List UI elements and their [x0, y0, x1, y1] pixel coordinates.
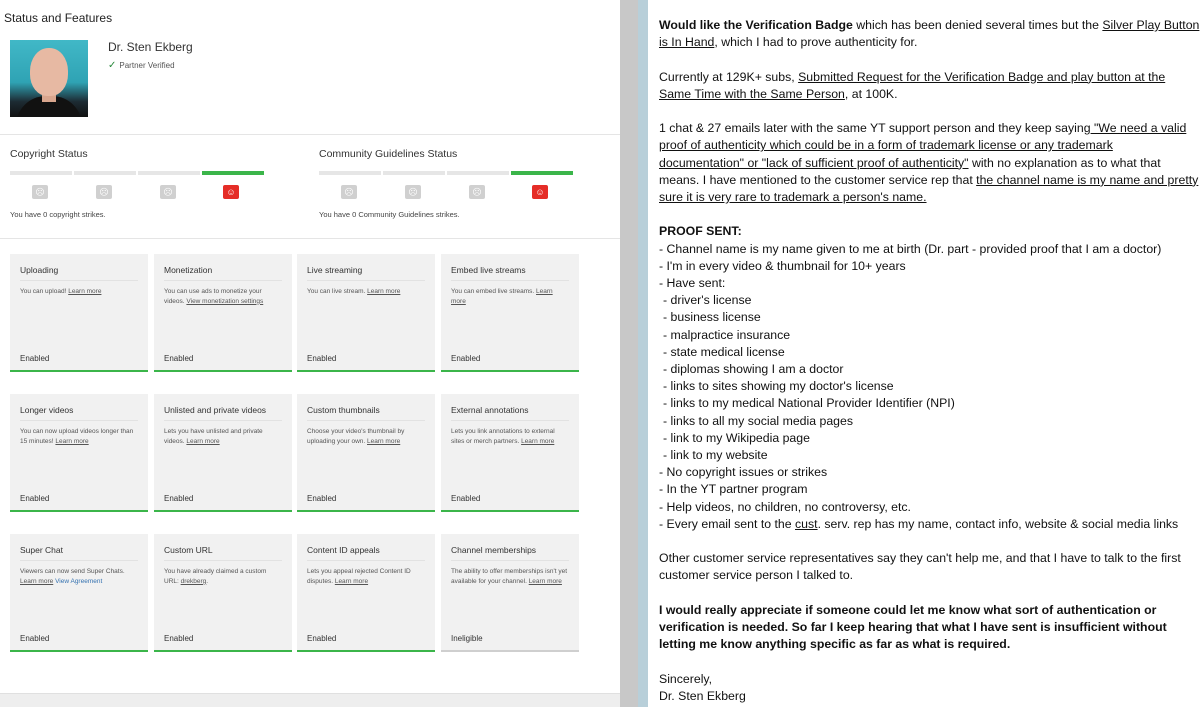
feature-card-state: Enabled [164, 494, 194, 503]
verified-label: Partner Verified [119, 61, 175, 70]
learn-more-link[interactable]: Learn more [367, 288, 401, 295]
feature-card-desc [451, 427, 569, 447]
feature-card-desc [20, 567, 138, 587]
closing: Sincerely, [659, 671, 713, 686]
list-item: - links to my medical National Provider Identifier (NPI) [663, 396, 955, 411]
feature-card-title: Custom URL [164, 545, 282, 561]
list-item: - In the YT partner program [659, 482, 808, 497]
list-item: - link to my website [663, 448, 768, 463]
feature-card-title: Unlisted and private videos [164, 405, 282, 421]
scrollbar[interactable] [620, 0, 648, 707]
feature-card-state: Enabled [164, 354, 194, 363]
feature-card-desc [164, 427, 282, 447]
list-item: - I'm in every video & thumbnail for 10+ years [659, 258, 906, 273]
paragraph-2 [659, 69, 1200, 103]
feature-card-desc [451, 287, 569, 307]
feature-card-desc [307, 567, 425, 587]
feature-card-state: Enabled [20, 494, 50, 503]
feature-card-desc [164, 567, 282, 587]
text: "We need a valid proof of authenticity which could be in a form of trademark license or any trademark documentation" or "lack of sufficient proof of authenticity" [659, 121, 1187, 170]
community-meter [319, 171, 575, 205]
feature-card-desc [451, 567, 569, 587]
happy-face-icon: ☺ [223, 185, 239, 199]
list-item [659, 516, 1200, 533]
feature-card [154, 534, 292, 652]
learn-more-link[interactable]: Learn more [55, 437, 89, 445]
list-item: - Have sent: [659, 276, 726, 290]
feature-card [441, 254, 579, 372]
feature-card-title: Content ID appeals [307, 545, 425, 561]
list-item: - driver's license [663, 293, 752, 308]
feature-card-desc [20, 287, 138, 297]
text: You can embed live streams. [451, 288, 537, 295]
text: Lets you appeal rejected Content ID disputes. [307, 568, 411, 585]
text: You can use ads to monetize your videos. [164, 288, 262, 305]
paragraph-6: I would really appreciate if someone could let me know what sort of authentication or verification is needed. So far I keep hearing that what I have sent is insufficient without letting me know anything specific as far as what is required. [659, 602, 1167, 652]
feature-card-title: Super Chat [20, 545, 138, 561]
list-item: - malpractice insurance [663, 327, 791, 342]
text: 1 chat & 27 emails later with the same YT support person and they keep saying [659, 121, 1091, 136]
neutral-face-icon: ☹ [160, 185, 176, 199]
feature-card-desc [307, 427, 425, 447]
view-agreement-link[interactable]: View Agreement [55, 577, 103, 585]
divider [0, 238, 620, 239]
text: Silver Play Button is In Hand [659, 18, 1200, 50]
community-note: You have 0 Community Guidelines strikes. [319, 210, 460, 219]
community-status [319, 148, 589, 219]
footer-bar [0, 693, 620, 707]
learn-more-link[interactable]: Learn more [367, 437, 401, 445]
feature-card-state: Enabled [307, 494, 337, 503]
copyright-status-label: Copyright Status [10, 148, 88, 160]
feature-card-title: Longer videos [20, 405, 138, 421]
text: which has been denied several times but the [852, 18, 1103, 32]
text: Viewers can now send Super Chats. [20, 568, 125, 575]
neutral-face-icon: ☹ [341, 185, 357, 199]
learn-more-link[interactable]: Learn more [186, 437, 220, 445]
text: Lets you have unlisted and private videos. [164, 428, 263, 445]
text: Currently at 129K+ subs, [659, 69, 799, 84]
feature-card-state: Enabled [20, 634, 50, 643]
neutral-face-icon: ☹ [405, 185, 421, 199]
learn-more-link[interactable]: drekberg [180, 577, 207, 585]
proof-list [659, 241, 1200, 516]
feature-card [154, 394, 292, 512]
neutral-face-icon: ☹ [32, 185, 48, 199]
paragraph-5: Other customer service representatives say they can't help me, and that I have to talk to the first customer service person I talked to. [659, 551, 1181, 583]
feature-card-state: Enabled [451, 494, 481, 503]
feature-card [297, 394, 435, 512]
list-item: - business license [663, 310, 761, 325]
text: , which I had to prove authenticity for. [714, 35, 918, 50]
feature-card-title: Uploading [20, 265, 138, 281]
feature-card [10, 534, 148, 652]
learn-more-link[interactable]: Learn more [20, 577, 54, 585]
feature-card-state: Ineligible [451, 634, 483, 643]
text: You can upload! [20, 288, 69, 295]
list-item: - state medical license [663, 344, 785, 359]
list-item: - links to all my social media pages [663, 413, 853, 428]
copyright-status [10, 148, 280, 219]
copyright-meter [10, 171, 266, 205]
list-item: - diplomas showing I am a doctor [663, 362, 844, 377]
list-item: - link to my Wikipedia page [663, 430, 810, 445]
feature-card-title: Channel memberships [451, 545, 569, 561]
feature-card-desc [20, 427, 138, 447]
text: the channel name is my name and pretty sure it is very rare to trademark a person's name. [659, 172, 1199, 204]
feature-card-state: Enabled [451, 354, 481, 363]
learn-more-link[interactable]: Learn more [528, 577, 562, 585]
text: . [206, 577, 209, 585]
list-item: - Channel name is my name given to me at birth (Dr. part - provided proof that I am a doctor) [659, 241, 1162, 256]
feature-card [441, 394, 579, 512]
feature-card-title: Live streaming [307, 265, 425, 281]
feature-card [297, 254, 435, 372]
text: . serv. rep has my name, contact info, website & social media links [817, 516, 1179, 531]
text: Submitted Request for the Verification Badge and play button at the Same Time with the Same Person [659, 69, 1166, 101]
neutral-face-icon: ☹ [469, 185, 485, 199]
text: Choose your video's thumbnail by uploading your own. [307, 428, 405, 445]
feature-card-desc [307, 287, 425, 297]
list-item: - links to sites showing my doctor's license [663, 379, 894, 394]
text: , at 100K. [844, 86, 898, 101]
feature-card-state: Enabled [307, 354, 337, 363]
feature-card-title: Custom thumbnails [307, 405, 425, 421]
learn-more-link[interactable]: Learn more [521, 437, 555, 445]
proof-section [659, 223, 1200, 533]
text: Would like the Verification Badge [659, 18, 853, 32]
text: The ability to offer memberships isn't yet available for your channel. [451, 568, 568, 585]
text: Lets you link annotations to external sites or merch partners. [451, 428, 555, 445]
list-item: - No copyright issues or strikes [659, 465, 828, 480]
feature-card-title: Embed live streams [451, 265, 569, 281]
copyright-note: You have 0 copyright strikes. [10, 210, 106, 219]
text: with no explanation as to what that means. I have mentioned to the customer service rep that [659, 155, 1161, 187]
avatar[interactable] [10, 40, 88, 117]
feature-card-title: Monetization [164, 265, 282, 281]
channel-name: Dr. Sten Ekberg [108, 40, 193, 54]
paragraph-3 [659, 120, 1200, 206]
happy-face-icon: ☺ [532, 185, 548, 199]
text: You have already claimed a custom URL: [164, 568, 267, 585]
feature-card [154, 254, 292, 372]
verified-badge [108, 60, 175, 71]
learn-more-link[interactable]: Learn more [334, 577, 369, 585]
check-icon: ✓ [108, 60, 117, 71]
text: You can live stream. [307, 288, 368, 295]
signature: Dr. Sten Ekberg [659, 688, 746, 703]
text: - Every email sent to the [659, 516, 796, 531]
page-title: Status and Features [4, 11, 113, 25]
learn-more-link[interactable]: Learn more [451, 288, 553, 305]
feature-card-title: External annotations [451, 405, 569, 421]
feature-card [441, 534, 579, 652]
divider [0, 134, 620, 135]
feature-card-state: Enabled [307, 634, 337, 643]
feature-card-state: Enabled [20, 354, 50, 363]
learn-more-link[interactable]: View monetization settings [186, 297, 264, 305]
neutral-face-icon: ☹ [96, 185, 112, 199]
scrollbar-track[interactable] [638, 0, 648, 707]
letter-panel [648, 0, 1200, 707]
feature-card [10, 254, 148, 372]
feature-card-state: Enabled [164, 634, 194, 643]
text: You can now upload videos longer than 15 minutes! [20, 428, 134, 445]
proof-heading: PROOF SENT: [659, 224, 742, 239]
text: cust [795, 516, 818, 531]
list-item: - Help videos, no children, no controversy, etc. [659, 499, 911, 514]
feature-card [297, 534, 435, 652]
paragraph-1 [659, 17, 1200, 51]
learn-more-link[interactable]: Learn more [68, 288, 102, 295]
feature-card-desc [164, 287, 282, 307]
feature-card [10, 394, 148, 512]
community-status-label: Community Guidelines Status [319, 148, 458, 160]
